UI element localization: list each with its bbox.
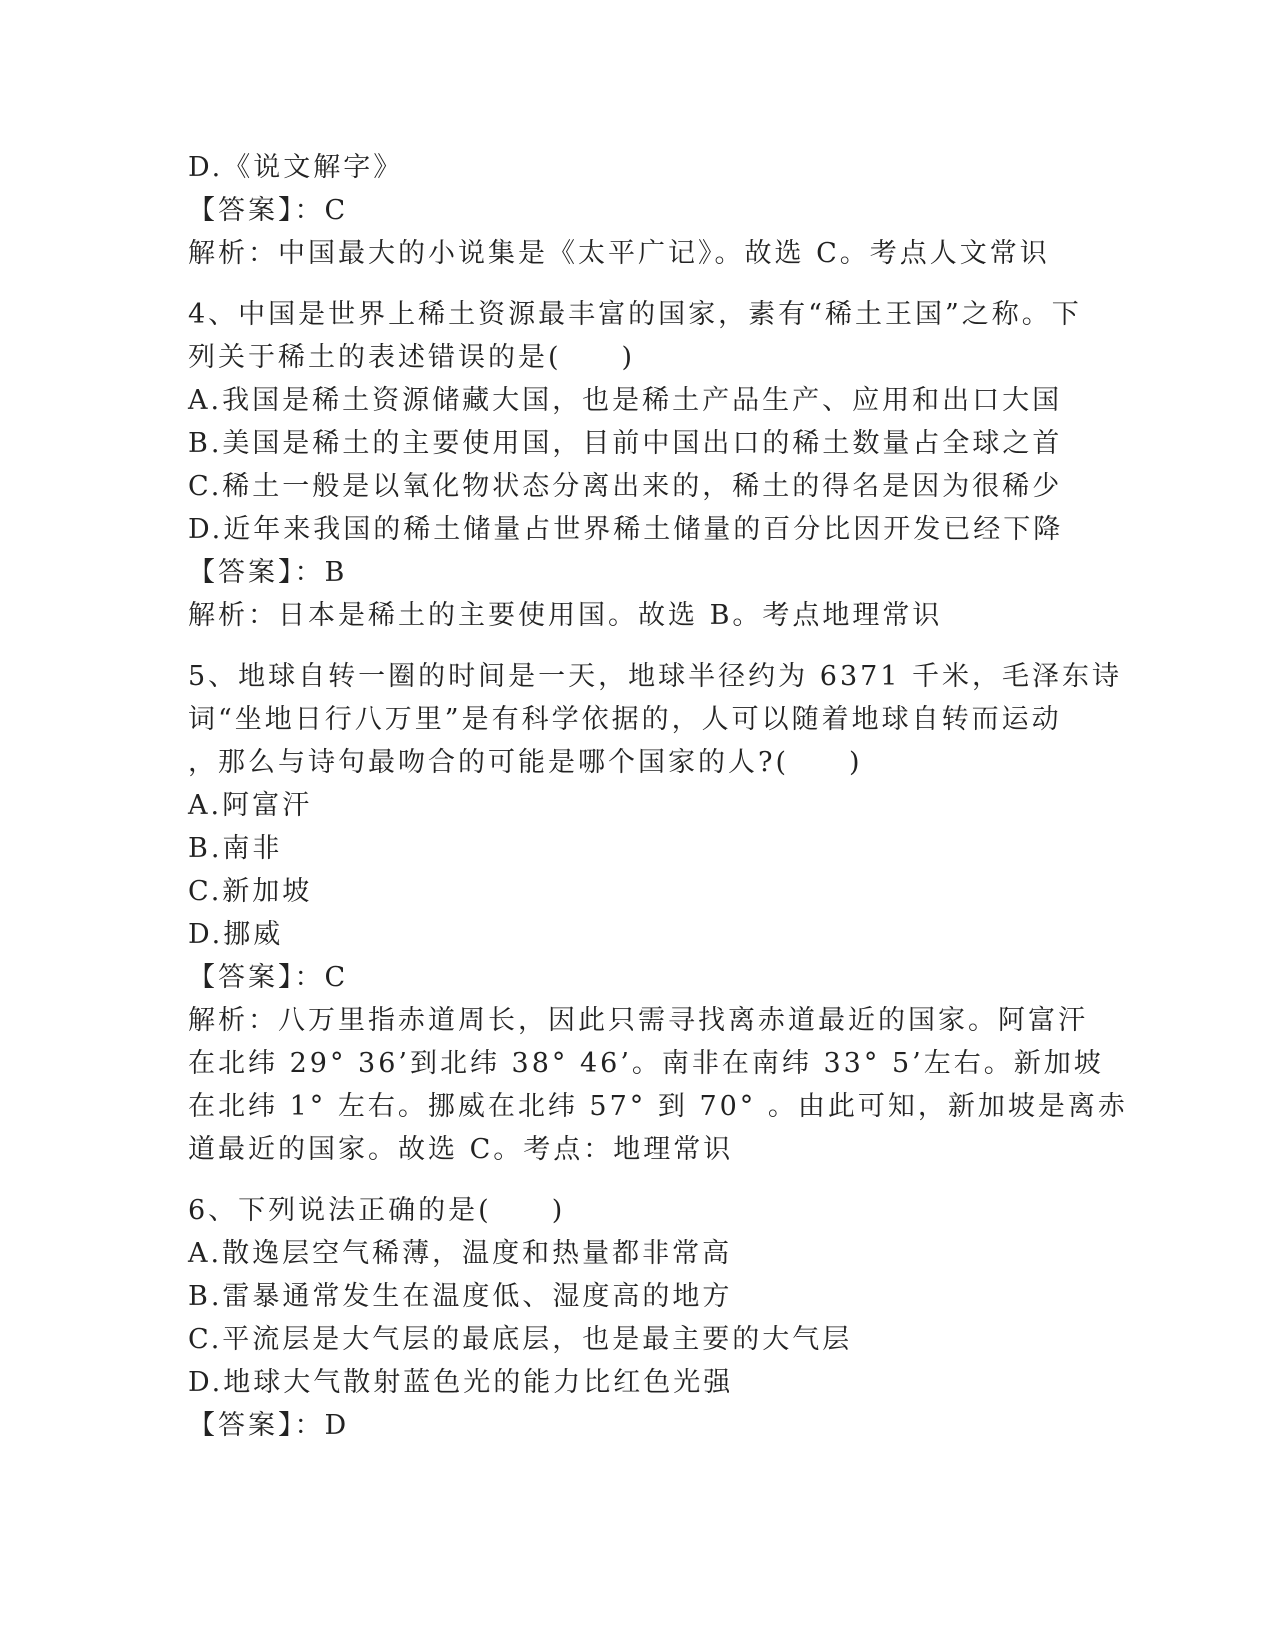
option-b: B.美国是稀土的主要使用国，目前中国出口的稀土数量占全球之首 (188, 428, 1063, 459)
option-d: D.挪威 (188, 919, 284, 950)
question-6 (188, 1189, 1088, 1447)
explanation-line: 道最近的国家。故选 C。考点：地理常识 (188, 1134, 734, 1165)
option-d: D.地球大气散射蓝色光的能力比红色光强 (188, 1367, 734, 1398)
option-c: C.平流层是大气层的最底层，也是最主要的大气层 (188, 1324, 853, 1355)
option-d: D.近年来我国的稀土储量占世界稀土储量的百分比因开发已经下降 (188, 514, 1064, 545)
question-4 (188, 293, 1088, 637)
question-text: 4、中国是世界上稀土资源最丰富的国家，素有“稀土王国”之称。下 (188, 299, 1082, 330)
option-a: A.我国是稀土资源储藏大国，也是稀土产品生产、应用和出口大国 (188, 385, 1063, 416)
option-a: A.阿富汗 (188, 790, 313, 821)
question-text: ，那么与诗句最吻合的可能是哪个国家的人?( ) (188, 747, 863, 778)
question-text: 5、地球自转一圈的时间是一天，地球半径约为 6371 千米，毛泽东诗 (188, 661, 1123, 692)
answer-line: 【答案】：B (188, 557, 348, 588)
explanation-line: 在北纬 1° 左右。挪威在北纬 57° 到 70° 。由此可知，新加坡是离赤 (188, 1091, 1128, 1122)
answer-line: 【答案】：C (188, 962, 349, 993)
explanation-line: 在北纬 29° 36’到北纬 38° 46’。南非在南纬 33° 5’左右。新加坡 (188, 1048, 1104, 1079)
question-text: 列关于稀土的表述错误的是( ) (188, 342, 636, 373)
question-text: 词“坐地日行八万里”是有科学依据的，人可以随着地球自转而运动 (188, 704, 1062, 735)
answer-line: 【答案】：D (188, 1410, 350, 1441)
option-b: B.雷暴通常发生在温度低、湿度高的地方 (188, 1281, 733, 1312)
question-5 (188, 655, 1128, 1171)
explanation-line: 解析：日本是稀土的主要使用国。故选 B。考点地理常识 (188, 600, 943, 631)
option-b: B.南非 (188, 833, 283, 864)
answer-line: 【答案】：C (188, 195, 349, 226)
explanation-line: 解析：八万里指赤道周长，因此只需寻找离赤道最近的国家。阿富汗 (188, 1005, 1088, 1036)
option-c: C.新加坡 (188, 876, 313, 907)
option-d: D.《说文解字》 (188, 152, 404, 183)
explanation-line: 解析：中国最大的小说集是《太平广记》。故选 C。考点人文常识 (188, 238, 1050, 269)
option-c: C.稀土一般是以氧化物状态分离出来的，稀土的得名是因为很稀少 (188, 471, 1063, 502)
question-content (188, 146, 1128, 1447)
question-3-tail (188, 146, 1088, 275)
option-a: A.散逸层空气稀薄，温度和热量都非常高 (188, 1238, 733, 1269)
question-text: 6、下列说法正确的是( ) (188, 1195, 566, 1226)
